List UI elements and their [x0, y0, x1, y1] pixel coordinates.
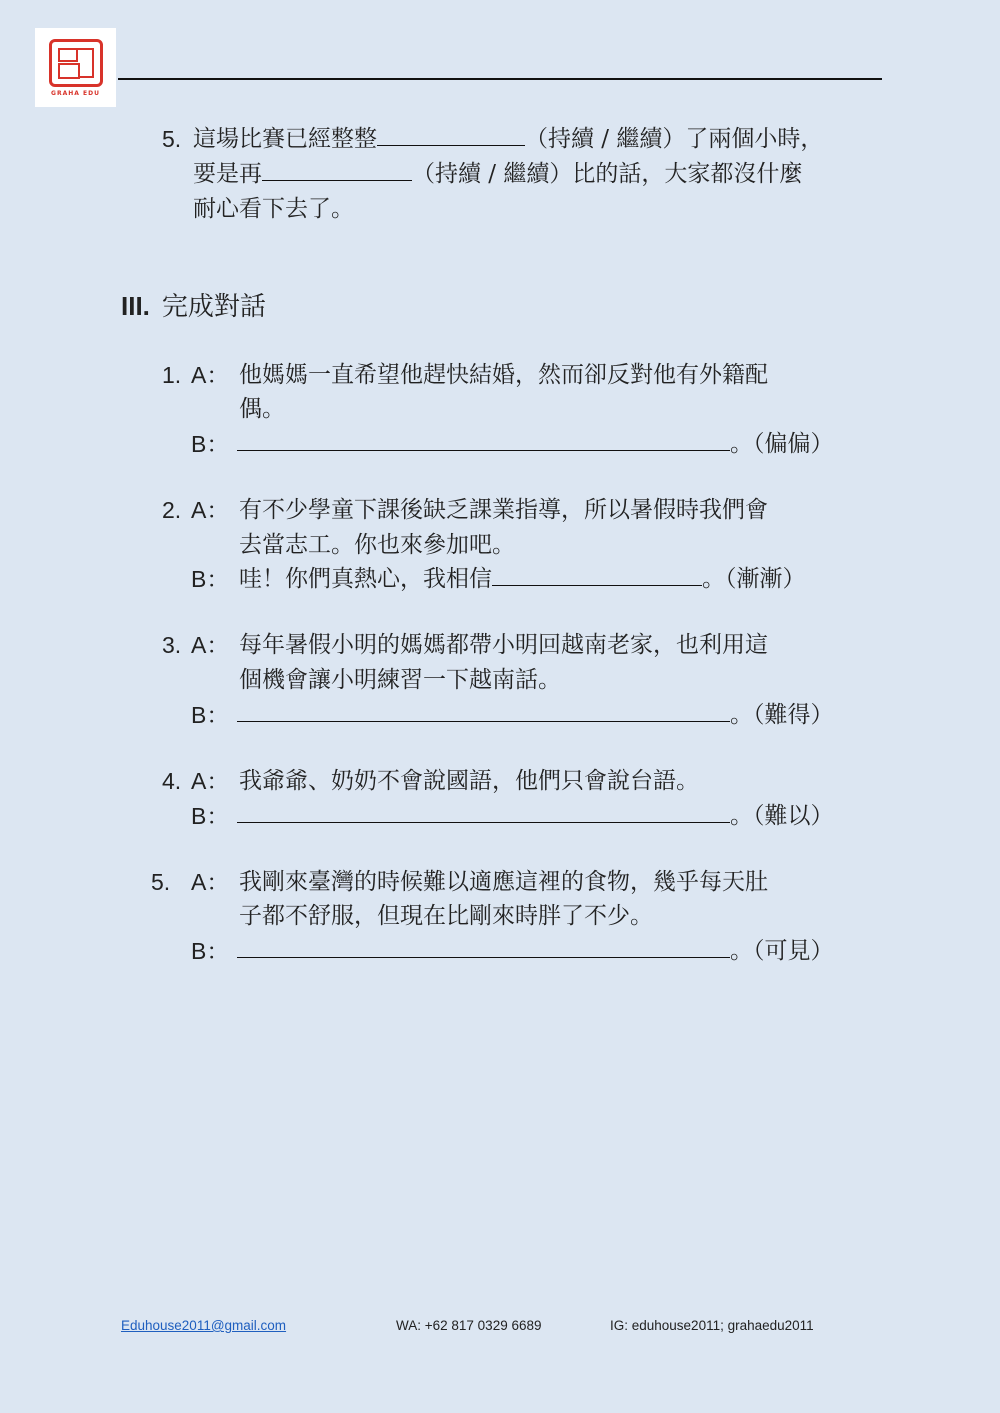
dialog-1-a-label: A：	[191, 362, 230, 388]
dialog-4-number: 4.	[162, 768, 182, 794]
dialog-5-b-label: B：	[191, 938, 230, 964]
dialog-2-answer-blank[interactable]	[492, 565, 702, 586]
dialog-3-a-label: A：	[191, 632, 230, 658]
section-number: III.	[121, 291, 150, 321]
dialog-4-answer-blank[interactable]	[237, 802, 730, 823]
dialog-3-answer-blank[interactable]	[237, 701, 730, 722]
dialog-5-a-line-1: 我剛來臺灣的時候難以適應這裡的食物，幾乎每天肚	[239, 869, 768, 895]
dialog-1-a-line-2: 偶。	[239, 396, 285, 422]
dialog-2-b-label: B：	[191, 566, 230, 592]
dialog-5-a-line-2: 子都不舒服，但現在比剛來時胖了不少。	[239, 903, 653, 929]
dialog-2-a-label: A：	[191, 497, 230, 523]
dialog-5-a-label: A：	[191, 869, 230, 895]
email-link[interactable]: Eduhouse2011@gmail.com	[121, 1318, 287, 1333]
footer-email[interactable]	[121, 1318, 286, 1333]
dialog-4-a-label: A：	[191, 768, 230, 794]
q5-line-3: 耐心看下去了。	[193, 196, 354, 222]
q5-blank-1[interactable]	[377, 125, 525, 146]
dialog-1-a-line-1: 他媽媽一直希望他趕快結婚，然而卻反對他有外籍配	[239, 362, 768, 388]
section-title: 完成對話	[161, 292, 266, 322]
q5-blank-2[interactable]	[262, 160, 412, 181]
dialog-3-a-line-2: 個機會讓小明練習一下越南話。	[239, 667, 561, 693]
dialog-1-b-line: 。（偏偏）	[237, 429, 834, 459]
dialog-4-a-line-1: 我爺爺、奶奶不會說國語，他們只會說台語。	[239, 768, 699, 794]
footer-whatsapp: WA: +62 817 0329 6689	[396, 1318, 542, 1333]
logo	[35, 28, 116, 107]
dialog-2-a-line-1: 有不少學童下課後缺乏課業指導，所以暑假時我們會	[239, 497, 768, 523]
dialog-1-b-label: B：	[191, 431, 230, 457]
dialog-5-answer-blank[interactable]	[237, 937, 730, 958]
q5-line-1: 這場比賽已經整整 （持續 / 繼續）了兩個小時，	[193, 126, 824, 152]
dialog-3-b-label: B：	[191, 702, 230, 728]
dialog-3-a-line-1: 每年暑假小明的媽媽都帶小明回越南老家，也利用這	[239, 632, 768, 658]
logo-text: GRAHA EDU	[51, 89, 100, 97]
dialog-2-number: 2.	[162, 497, 182, 523]
logo-seal-icon	[49, 39, 103, 87]
footer-instagram: IG: eduhouse2011; grahaedu2011	[610, 1318, 814, 1333]
q5-number: 5.	[162, 126, 182, 152]
dialog-4-b-line: 。（難以）	[237, 801, 834, 831]
dialog-2-a-line-2: 去當志工。你也來參加吧。	[239, 532, 515, 558]
dialog-1-answer-blank[interactable]	[237, 430, 730, 451]
dialog-4-b-label: B：	[191, 803, 230, 829]
dialog-5-number: 5.	[151, 869, 171, 895]
header-rule	[118, 78, 882, 80]
q5-line-2: 要是再 （持續 / 繼續）比的話，大家都沒什麼	[193, 161, 803, 187]
dialog-3-b-line: 。（難得）	[237, 700, 834, 730]
dialog-3-number: 3.	[162, 632, 182, 658]
dialog-2-b-line: 哇！你們真熱心，我相信 。（漸漸）	[239, 566, 806, 592]
section-heading	[121, 290, 266, 323]
dialog-5-b-line: 。（可見）	[237, 936, 834, 966]
dialog-1-number: 1.	[162, 362, 182, 388]
